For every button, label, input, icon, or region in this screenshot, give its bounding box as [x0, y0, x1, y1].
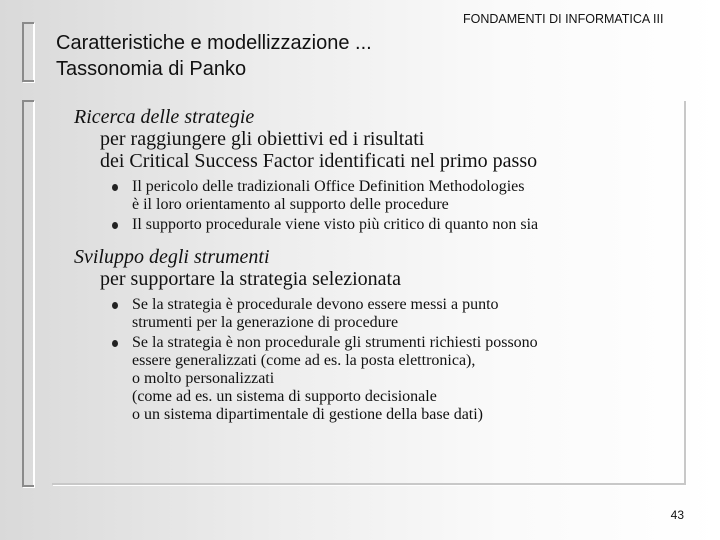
- bullet-text-line: strumenti per la generazione di procedure: [132, 314, 399, 331]
- title-bracket-decoration: [22, 22, 34, 82]
- bullet-text-line: Il pericolo delle tradizionali Office Definition Methodologies: [132, 178, 525, 195]
- section-subtext-line: per raggiungere gli obiettivi ed i risultati: [100, 128, 425, 150]
- bullet-text-line: è il loro orientamento al supporto delle procedure: [132, 196, 449, 213]
- section-subtext-line: per supportare la strategia selezionata: [100, 268, 401, 290]
- slide-title-line-2: Tassonomia di Panko: [56, 58, 247, 80]
- bullet-text-line: Il supporto procedurale viene visto più critico di quanto non sia: [132, 216, 539, 233]
- bullet-text-line: essere generalizzati (come ad es. la posta elettronica),: [132, 352, 476, 369]
- bullet-text-line: o molto personalizzati: [132, 370, 275, 387]
- bullet-item: [108, 178, 679, 214]
- bullet-item: [108, 296, 679, 332]
- bullet-dot-icon: [112, 222, 118, 229]
- bullet-text-line: (come ad es. un sistema di supporto decisionale: [132, 388, 437, 405]
- section-strategie: [74, 106, 679, 234]
- body-bracket-decoration: [22, 100, 34, 487]
- bullet-list: [74, 178, 679, 234]
- bullet-dot-icon: [112, 184, 118, 191]
- course-header: FONDAMENTI DI INFORMATICA III: [463, 12, 664, 26]
- page-number: 43: [670, 508, 684, 522]
- section-strumenti: [74, 246, 679, 424]
- bullet-dot-icon: [112, 302, 118, 309]
- section-heading: Sviluppo degli strumenti: [74, 246, 270, 268]
- bullet-dot-icon: [112, 340, 118, 347]
- bullet-text-line: o un sistema dipartimentale di gestione della base dati): [132, 406, 484, 423]
- slide-content: [74, 106, 679, 426]
- section-subtext-line: dei Critical Success Factor identificati nel primo passo: [100, 150, 538, 172]
- bullet-item: [108, 334, 679, 424]
- bullet-item: [108, 216, 679, 234]
- bullet-text-line: Se la strategia è non procedurale gli strumenti richiesti possono: [132, 334, 538, 351]
- slide-title: [56, 30, 372, 82]
- section-heading: Ricerca delle strategie: [74, 106, 255, 128]
- bullet-text-line: Se la strategia è procedurale devono essere messi a punto: [132, 296, 499, 313]
- slide-title-line-1: Caratteristiche e modellizzazione ...: [56, 32, 372, 54]
- bullet-list: [74, 296, 679, 424]
